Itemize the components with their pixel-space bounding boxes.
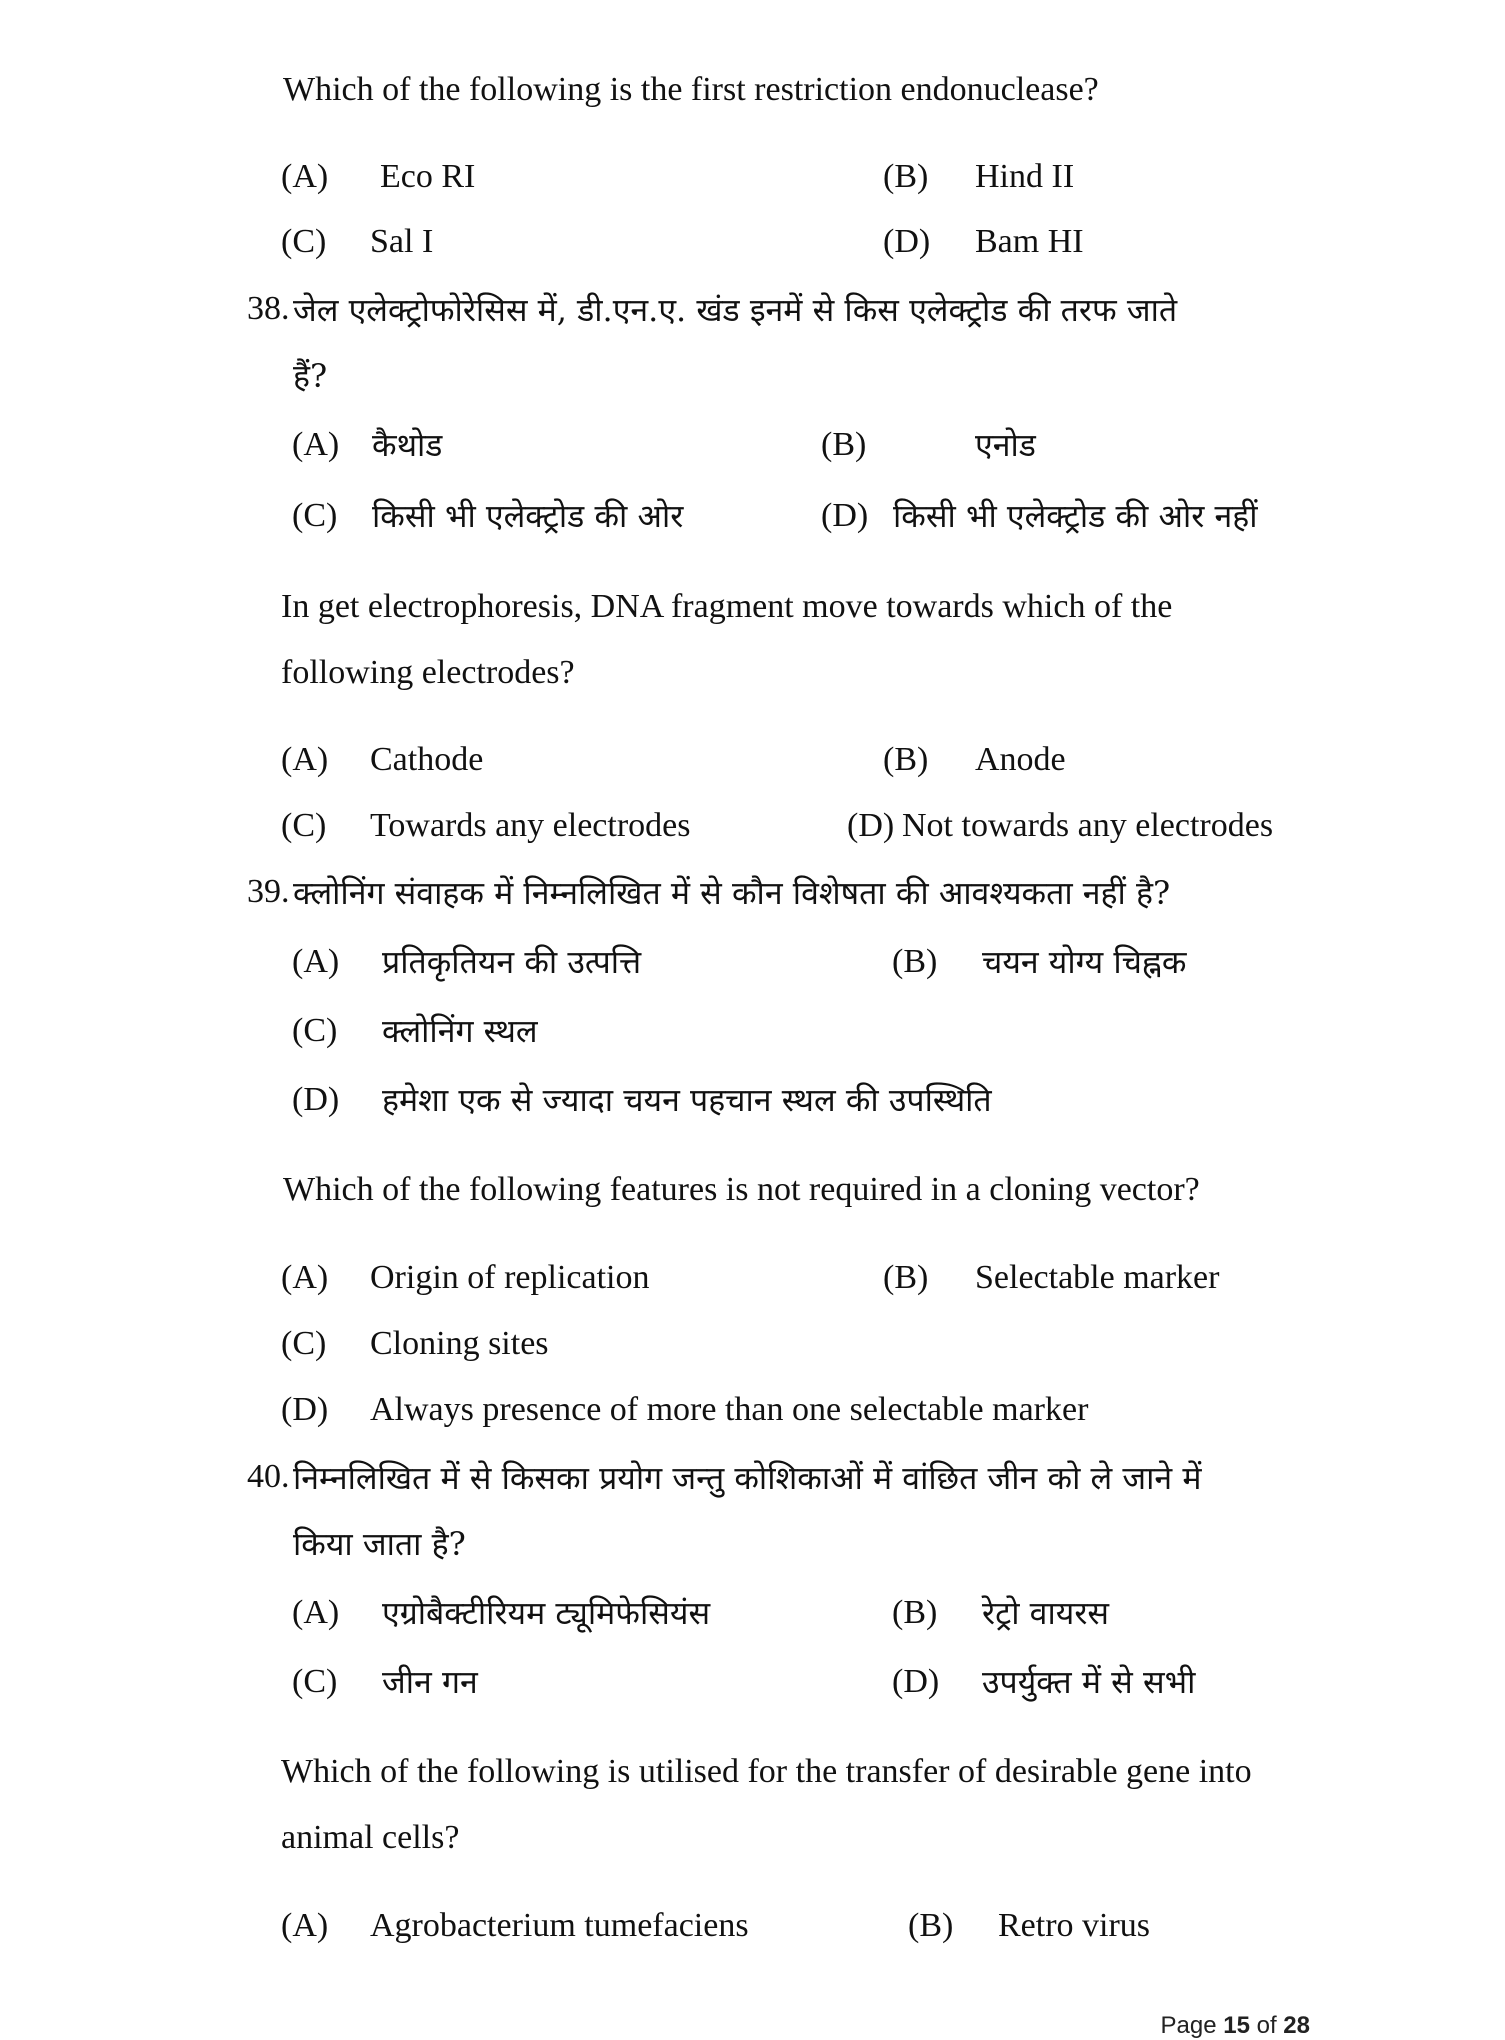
q38-en-option-d-text: Not towards any electrodes: [902, 807, 1274, 844]
q37-en-option-a-label: (A): [281, 158, 329, 195]
q40-en-option-b-text: Retro virus: [998, 1907, 1151, 1944]
q37-en-option-b-text: Hind II: [975, 158, 1075, 195]
q38-hi-option-d-label: (D): [821, 497, 869, 534]
q39-en-option-d-label: (D): [281, 1391, 329, 1428]
q39-hi-option-d-label: (D): [292, 1081, 340, 1118]
footer-page-word: Page: [1160, 2012, 1217, 2039]
q40-hi-option-d-label: (D): [892, 1663, 940, 1700]
footer-page-total: 28: [1283, 2012, 1310, 2039]
q37-en-option-c-text: Sal I: [370, 223, 434, 260]
q39-hi-option-a-text: प्रतिकृतियन की उत्पत्ति: [382, 943, 642, 981]
q38-en-option-a-label: (A): [281, 741, 329, 778]
q37-en-option-b-label: (B): [883, 158, 929, 195]
footer-page-current: 15: [1223, 2012, 1250, 2039]
q38-en-option-b-text: Anode: [975, 741, 1066, 778]
q40-en-question-line1: Which of the following is utilised for the transfer of desirable gene into: [281, 1753, 1252, 1790]
q38-en-option-c-text: Towards any electrodes: [370, 807, 691, 844]
q39-en-option-a-label: (A): [281, 1259, 329, 1296]
q38-hi-question-line1: जेल एलेक्ट्रोफोरेसिस में, डी.एन.ए. खंड इनमें से किस एलेक्ट्रोड की तरफ जाते: [293, 291, 1178, 329]
q40-en-question-line2: animal cells?: [281, 1819, 460, 1856]
q38-en-option-d-label: (D): [847, 807, 895, 844]
q37-en-option-a-text: Eco RI: [380, 158, 476, 195]
q39-en-option-b-text: Selectable marker: [975, 1259, 1220, 1296]
q38-en-option-b-label: (B): [883, 741, 929, 778]
q38-en-option-c-label: (C): [281, 807, 327, 844]
q38-hi-option-c-label: (C): [292, 497, 338, 534]
q39-number: 39.: [247, 873, 290, 910]
q39-hi-option-a-label: (A): [292, 943, 340, 980]
q39-en-option-d-text: Always presence of more than one selectable marker: [370, 1391, 1089, 1428]
q40-en-option-b-label: (B): [908, 1907, 954, 1944]
q40-hi-option-b-label: (B): [892, 1594, 938, 1631]
q39-en-option-c-label: (C): [281, 1325, 327, 1362]
q39-en-question: Which of the following features is not required in a cloning vector?: [283, 1171, 1200, 1208]
q38-hi-option-b-text: एनोड: [975, 426, 1036, 464]
q38-hi-option-a-text: कैथोड: [372, 426, 443, 464]
q38-hi-option-a-label: (A): [292, 426, 340, 463]
q38-hi-option-b-label: (B): [821, 426, 867, 463]
q39-hi-option-c-label: (C): [292, 1012, 338, 1049]
q40-number: 40.: [247, 1458, 290, 1495]
q39-en-option-b-label: (B): [883, 1259, 929, 1296]
page-number-footer: [1161, 2012, 1311, 2040]
q37-en-option-d-label: (D): [883, 223, 931, 260]
q39-en-option-c-text: Cloning sites: [370, 1325, 549, 1362]
q40-en-option-a-label: (A): [281, 1907, 329, 1944]
q38-hi-option-d-text: किसी भी एलेक्ट्रोड की ओर नहीं: [893, 497, 1258, 535]
q40-hi-option-c-label: (C): [292, 1663, 338, 1700]
q38-hi-option-c-text: किसी भी एलेक्ट्रोड की ओर: [372, 497, 684, 535]
q37-en-question: Which of the following is the first restriction endonuclease?: [283, 71, 1099, 108]
q38-en-question-line2: following electrodes?: [281, 654, 575, 691]
q40-hi-question-line2: किया जाता है?: [293, 1525, 466, 1563]
q38-number: 38.: [247, 290, 290, 327]
q40-hi-option-b-text: रेट्रो वायरस: [982, 1594, 1110, 1632]
q40-en-option-a-text: Agrobacterium tumefaciens: [370, 1907, 749, 1944]
q39-hi-option-d-text: हमेशा एक से ज्यादा चयन पहचान स्थल की उपस्थिति: [382, 1081, 992, 1119]
q40-hi-option-c-text: जीन गन: [382, 1663, 478, 1701]
q40-hi-option-a-label: (A): [292, 1594, 340, 1631]
q39-hi-option-b-text: चयन योग्य चिह्नक: [982, 943, 1187, 981]
q40-hi-option-a-text: एग्रोबैक्टीरियम ट्यूमिफेसियंस: [382, 1594, 711, 1632]
q38-en-question-line1: In get electrophoresis, DNA fragment move towards which of the: [281, 588, 1173, 625]
q39-en-option-a-text: Origin of replication: [370, 1259, 650, 1296]
q40-hi-option-d-text: उपर्युक्त में से सभी: [982, 1663, 1196, 1701]
q39-hi-option-c-text: क्लोनिंग स्थल: [382, 1012, 538, 1050]
footer-of-word: of: [1256, 2012, 1277, 2039]
q38-en-option-a-text: Cathode: [370, 741, 484, 778]
q39-hi-option-b-label: (B): [892, 943, 938, 980]
q37-en-option-d-text: Bam HI: [975, 223, 1084, 260]
q40-hi-question-line1: निम्नलिखित में से किसका प्रयोग जन्तु कोशिकाओं में वांछित जीन को ले जाने में: [293, 1459, 1202, 1497]
q38-hi-question-line2: हैं?: [293, 357, 328, 395]
q39-hi-question: क्लोनिंग संवाहक में निम्नलिखित में से कौन विशेषता की आवश्यकता नहीं है?: [293, 874, 1171, 912]
q37-en-option-c-label: (C): [281, 223, 327, 260]
